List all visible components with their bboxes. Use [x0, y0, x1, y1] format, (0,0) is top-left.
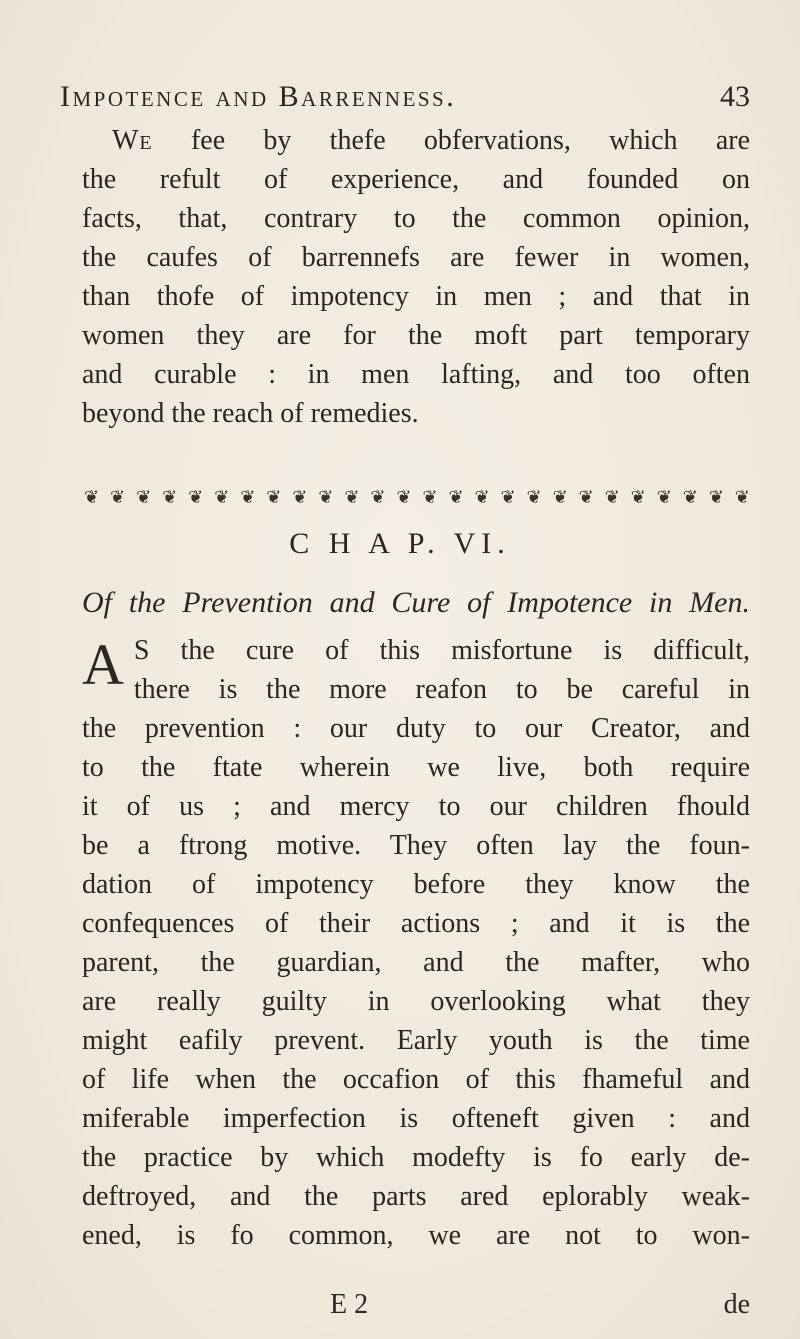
text-line: women they are for the moft part temporary [82, 320, 750, 351]
text-line: deftroyed, and the parts ared eplorably weak- [82, 1181, 750, 1212]
text-line: the practice by which modefty is fo early de- [82, 1142, 750, 1173]
text-line: there is the more reafon to be careful in [133, 674, 750, 705]
ornament-glyph-icon: ❦ [84, 487, 100, 507]
page-number: 43 [720, 80, 750, 113]
running-head [60, 80, 750, 124]
text-line: than thofe of impotency in men ; and that in [82, 281, 750, 312]
signature-mark: E 2 [330, 1289, 369, 1320]
chapter-title: Of the Prevention and Cure of Impotence in Men. [82, 586, 750, 619]
text-line: and curable : in men lafting, and too often [82, 359, 750, 390]
text-line: parent, the guardian, and the mafter, who [82, 947, 750, 978]
text-line: of life when the occafion of this fhameful and [82, 1064, 750, 1095]
text-line: to the ftate wherein we live, both require [82, 752, 750, 783]
paragraph-1 [82, 121, 750, 433]
text-line: the refult of experience, and founded on [82, 164, 750, 195]
ornament-glyph-icon: ❦ [136, 487, 152, 507]
ornament-glyph-icon: ❦ [578, 487, 594, 507]
ornament-glyph-icon: ❦ [604, 487, 620, 507]
text-line: might eafily prevent. Early youth is the time [82, 1025, 750, 1056]
ornament-glyph-icon: ❦ [500, 487, 516, 507]
drop-cap: A [82, 632, 124, 697]
ornament-glyph-icon: ❦ [110, 487, 126, 507]
ornament-rule [84, 486, 750, 508]
text-line: it of us ; and mercy to our children fhould [82, 791, 750, 822]
ornament-glyph-icon: ❦ [240, 487, 256, 507]
text-line: beyond the reach of remedies. [82, 398, 419, 429]
chapter-heading: C H A P. VI. [289, 527, 511, 560]
text-line: dation of impotency before they know the [82, 869, 750, 900]
ornament-glyph-icon: ❦ [422, 487, 438, 507]
ornament-glyph-icon: ❦ [552, 487, 568, 507]
text-line: the caufes of barrennefs are fewer in women, [82, 242, 750, 273]
ornament-glyph-icon: ❦ [162, 487, 178, 507]
ornament-glyph-icon: ❦ [682, 487, 698, 507]
ornament-glyph-icon: ❦ [630, 487, 646, 507]
ornament-glyph-icon: ❦ [526, 487, 542, 507]
paragraph-2 [82, 631, 750, 1255]
ornament-glyph-icon: ❦ [188, 487, 204, 507]
ornament-glyph-icon: ❦ [266, 487, 282, 507]
ornament-glyph-icon: ❦ [318, 487, 334, 507]
text-line: We fee by thefe obfervations, which are [112, 125, 750, 156]
ornament-glyph-icon: ❦ [396, 487, 412, 507]
text-line: are really guilty in overlooking what they [82, 986, 750, 1017]
text-line: the prevention : our duty to our Creator, and [82, 713, 750, 744]
ornament-glyph-icon: ❦ [370, 487, 386, 507]
ornament-glyph-icon: ❦ [448, 487, 464, 507]
ornament-glyph-icon: ❦ [734, 487, 750, 507]
text-line: facts, that, contrary to the common opinion, [82, 203, 750, 234]
ornament-glyph-icon: ❦ [344, 487, 360, 507]
text-line: confequences of their actions ; and it is the [82, 908, 750, 939]
page-footer [82, 1289, 750, 1329]
paragraph-lead-word: We [112, 125, 153, 156]
ornament-glyph-icon: ❦ [708, 487, 724, 507]
text-line: miferable imperfection is ofteneft given : and [82, 1103, 750, 1134]
running-title: Impotence and Barrenness. [60, 80, 457, 113]
ornament-glyph-icon: ❦ [292, 487, 308, 507]
ornament-glyph-icon: ❦ [474, 487, 490, 507]
ornament-glyph-icon: ❦ [214, 487, 230, 507]
catchword: de [723, 1289, 750, 1320]
ornament-glyph-icon: ❦ [656, 487, 672, 507]
text-line: be a ftrong motive. They often lay the foun- [82, 830, 750, 861]
text-line: ened, is fo common, we are not to won- [82, 1220, 750, 1251]
text-line: S the cure of this misfortune is difficult, [133, 635, 750, 666]
